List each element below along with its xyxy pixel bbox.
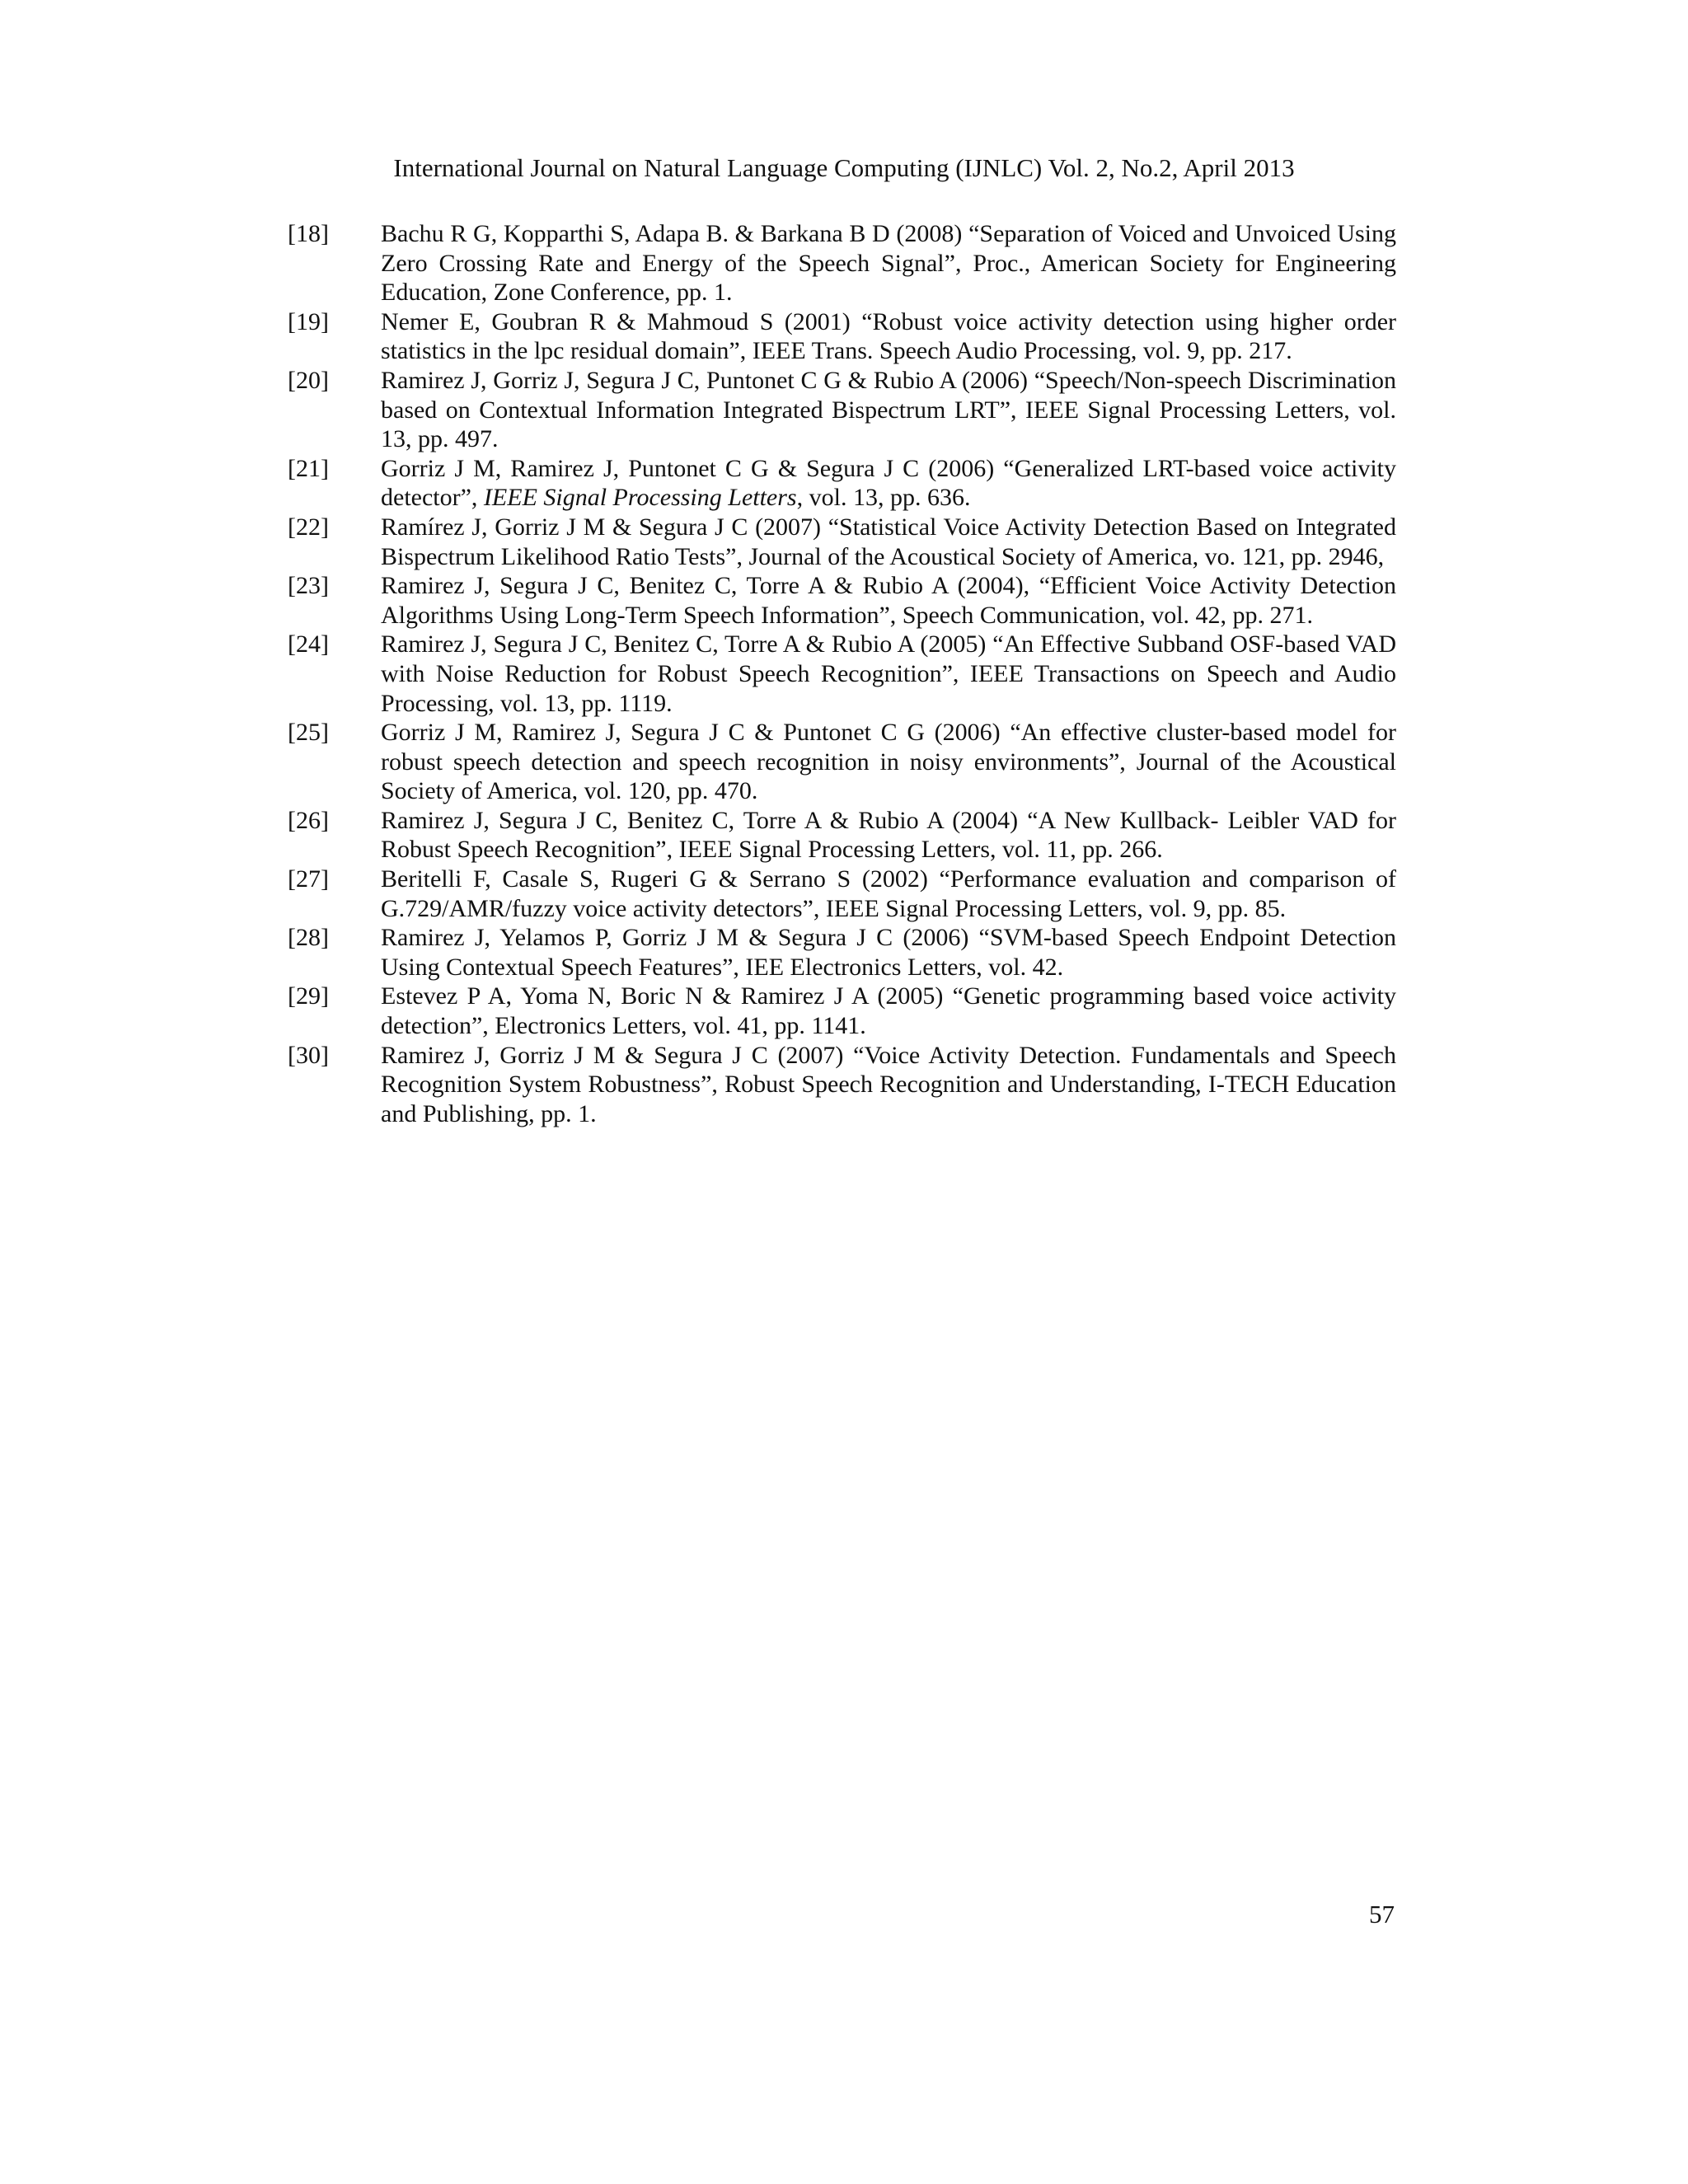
reference-number: [19] — [288, 307, 329, 335]
reference-text: Gorriz J M, Ramirez J, Segura J C & Puntonet C G (2006) “An effective cluster-based model for robust speech detection and speech recognition in noisy environments”, Journal of the Acoustical Society of America, vol. 120, pp. 470. — [381, 719, 1396, 805]
reference-item-21 — [288, 454, 1396, 513]
reference-text: Ramirez J, Segura J C, Benitez C, Torre A & Rubio A (2005) “An Effective Subband OSF-based VAD with Noise Reduction for Robust Speech Recognition”, IEEE Transactions on Speech and Audio Processing, vol. 13, pp. 1119. — [381, 630, 1396, 717]
reference-text: Nemer E, Goubran R & Mahmoud S (2001) “Robust voice activity detection using higher order statistics in the lpc residual domain”, IEEE Trans. Speech Audio Processing, vol. 9, pp. 217. — [381, 307, 1396, 365]
reference-item-19 — [288, 307, 1396, 366]
reference-number: [26] — [288, 806, 329, 834]
journal-title-italic: IEEE Signal Processing Letters — [483, 484, 797, 512]
reference-text-main: Gorriz J M, Ramirez J, Puntonet C G & Segura J C (2006) “Generalized LRT-based voice activity detector”, — [381, 454, 1396, 512]
reference-item-29 — [288, 982, 1396, 1040]
reference-number: [18] — [288, 220, 329, 247]
reference-item-27 — [288, 865, 1396, 923]
reference-number: [23] — [288, 572, 329, 600]
reference-item-28 — [288, 923, 1396, 982]
reference-item-20 — [288, 366, 1396, 454]
reference-item-23 — [288, 571, 1396, 630]
reference-item-18 — [288, 219, 1396, 307]
reference-number: [28] — [288, 924, 329, 952]
reference-text: Ramírez J, Gorriz J M & Segura J C (2007) “Statistical Voice Activity Detection Based on Integrated Bispectrum Likelihood Ratio Tests”, Journal of the Acoustical Society of America, vo. 121, pp. 2946, — [381, 513, 1396, 570]
reference-text: Bachu R G, Kopparthi S, Adapa B. & Barkana B D (2008) “Separation of Voiced and Unvoiced Using Zero Crossing Rate and Energy of the Speech Signal”, Proc., American Society for Engineering Education, Zone Conference, pp. 1. — [381, 220, 1396, 307]
reference-number: [25] — [288, 719, 329, 747]
reference-text: Estevez P A, Yoma N, Boric N & Ramirez J A (2005) “Genetic programming based voice activity detection”, Electronics Letters, vol. 41, pp. 1141. — [381, 982, 1396, 1040]
reference-number: [20] — [288, 366, 329, 394]
reference-item-22 — [288, 513, 1396, 571]
reference-text: Ramirez J, Segura J C, Benitez C, Torre A & Rubio A (2004), “Efficient Voice Activity Detection Algorithms Using Long-Term Speech Information”, Speech Communication, vol. 42, pp. 271. — [381, 572, 1396, 629]
reference-text: Ramirez J, Yelamos P, Gorriz J M & Segura J C (2006) “SVM-based Speech Endpoint Detection Using Contextual Speech Features”, IEE Electronics Letters, vol. 42. — [381, 924, 1396, 981]
reference-item-24 — [288, 630, 1396, 718]
reference-text-tail: , vol. 13, pp. 636. — [796, 484, 971, 512]
reference-text — [381, 454, 1396, 513]
reference-item-25 — [288, 718, 1396, 806]
reference-number: [22] — [288, 513, 329, 541]
reference-number: [30] — [288, 1041, 329, 1069]
reference-number: [21] — [288, 454, 329, 482]
reference-list — [288, 219, 1396, 1128]
reference-item-30 — [288, 1041, 1396, 1129]
reference-text: Ramirez J, Gorriz J M & Segura J C (2007) “Voice Activity Detection. Fundamentals and Speech Recognition System Robustness”, Robust Speech Recognition and Understanding, I-TECH Education and Publishing, pp. 1. — [381, 1041, 1396, 1127]
reference-item-26 — [288, 806, 1396, 865]
reference-text: Beritelli F, Casale S, Rugeri G & Serrano S (2002) “Performance evaluation and comparison of G.729/AMR/fuzzy voice activity detectors”, IEEE Signal Processing Letters, vol. 9, pp. 85. — [381, 865, 1396, 922]
reference-number: [29] — [288, 982, 329, 1010]
page-number: 57 — [1369, 1900, 1395, 1929]
reference-number: [24] — [288, 630, 329, 658]
running-header: International Journal on Natural Language Computing (IJNLC) Vol. 2, No.2, April 2013 — [393, 153, 1295, 182]
reference-text: Ramirez J, Segura J C, Benitez C, Torre A & Rubio A (2004) “A New Kullback- Leibler VAD for Robust Speech Recognition”, IEEE Signal Processing Letters, vol. 11, pp. 266. — [381, 806, 1396, 864]
reference-text: Ramirez J, Gorriz J, Segura J C, Puntonet C G & Rubio A (2006) “Speech/Non-speech Discrimination based on Contextual Information Integrated Bispectrum LRT”, IEEE Signal Processing Letters, vol. 13, pp. 497. — [381, 366, 1396, 453]
reference-number: [27] — [288, 865, 329, 893]
